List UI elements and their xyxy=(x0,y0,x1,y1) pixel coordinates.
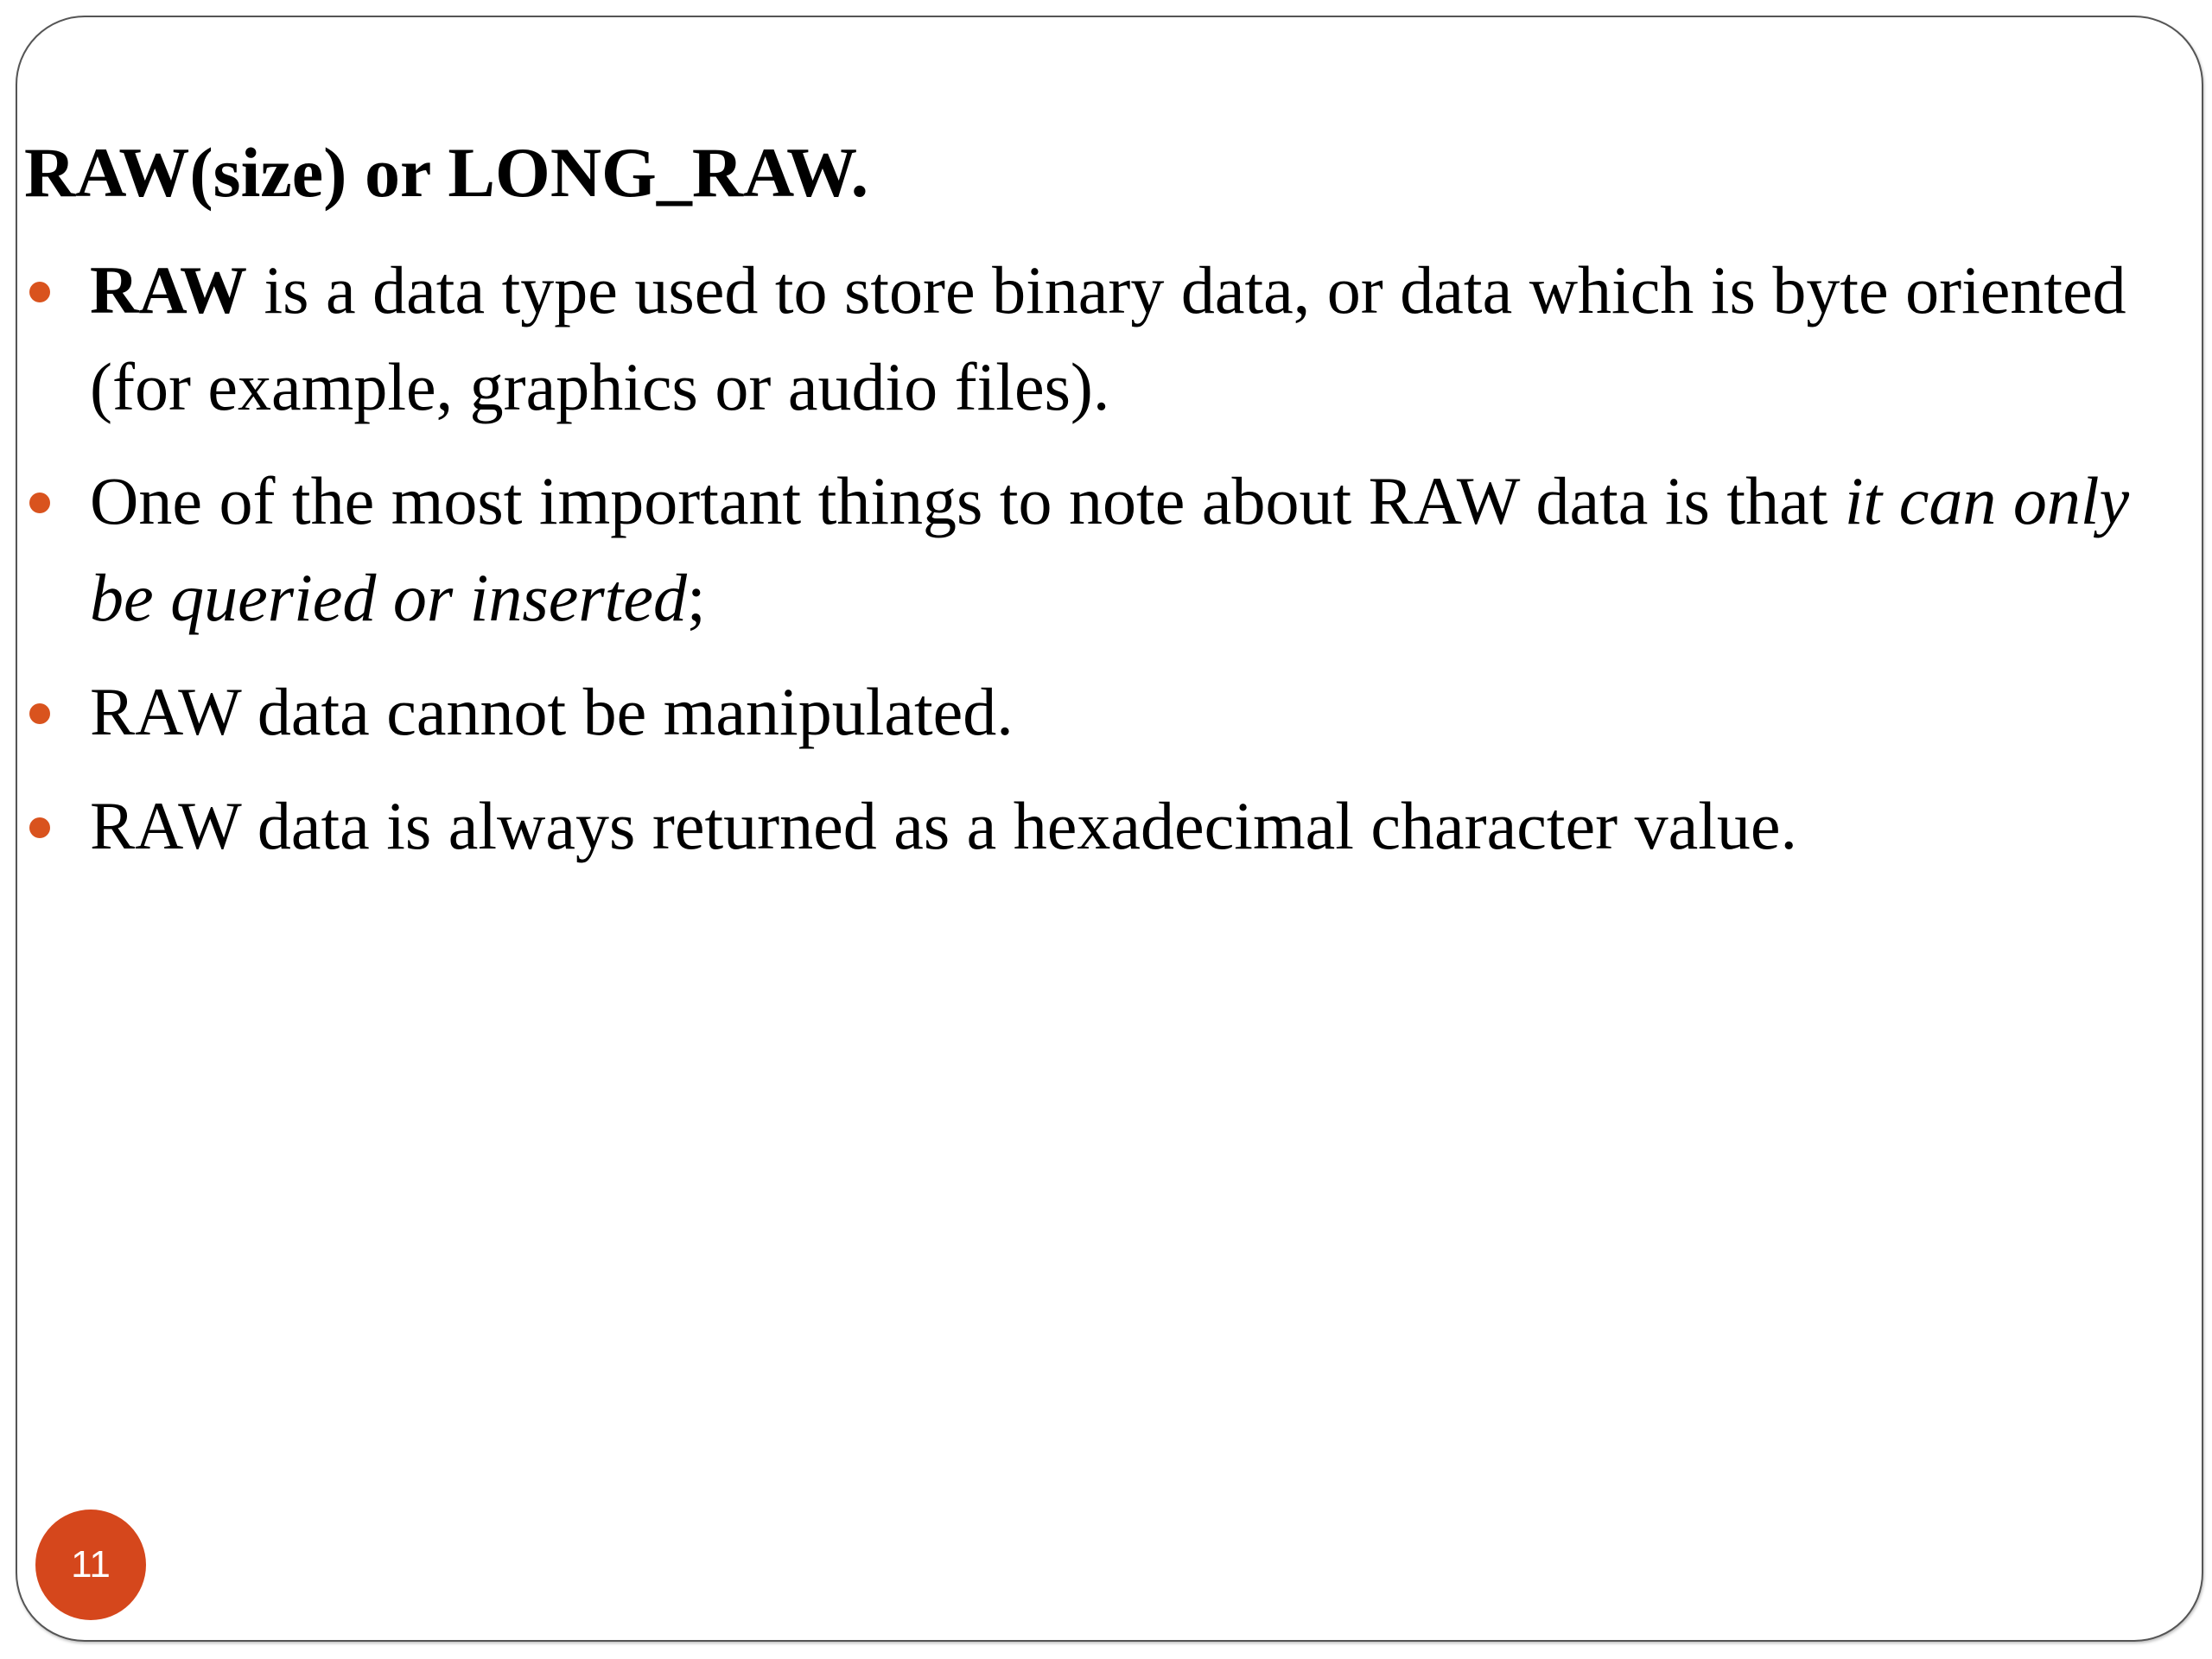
bullet-4-text: RAW data is always returned as a hexadecimal character value. xyxy=(90,788,1798,863)
bullet-3-text: RAW data cannot be manipulated. xyxy=(90,674,1014,749)
bullet-2-text: One of the most important things to note about RAW data is that xyxy=(90,463,1845,538)
bullet-item-1 xyxy=(24,242,2150,435)
bullet-dot-icon xyxy=(29,817,50,838)
bullet-1-text: is a data type used to store binary data, or data which is byte oriented (for example, graphics or audio files). xyxy=(90,252,2126,424)
bullet-dot-icon xyxy=(29,282,50,302)
bullet-item-3 xyxy=(24,664,2150,760)
bullet-item-2 xyxy=(24,453,2150,646)
slide-number-badge xyxy=(35,1510,146,1620)
bullet-item-4 xyxy=(24,778,2150,874)
slide-number: 11 xyxy=(71,1543,111,1586)
bullet-1-bold-term: RAW xyxy=(90,252,248,327)
bullet-2-tail: ; xyxy=(687,560,706,635)
slide-title: RAW(size) or LONG_RAW. xyxy=(24,133,869,212)
bullet-dot-icon xyxy=(29,493,50,513)
bullet-dot-icon xyxy=(29,703,50,724)
bullet-2-italic-text: it can only be queried or inserted xyxy=(90,463,2130,635)
bullet-list xyxy=(24,242,2150,892)
